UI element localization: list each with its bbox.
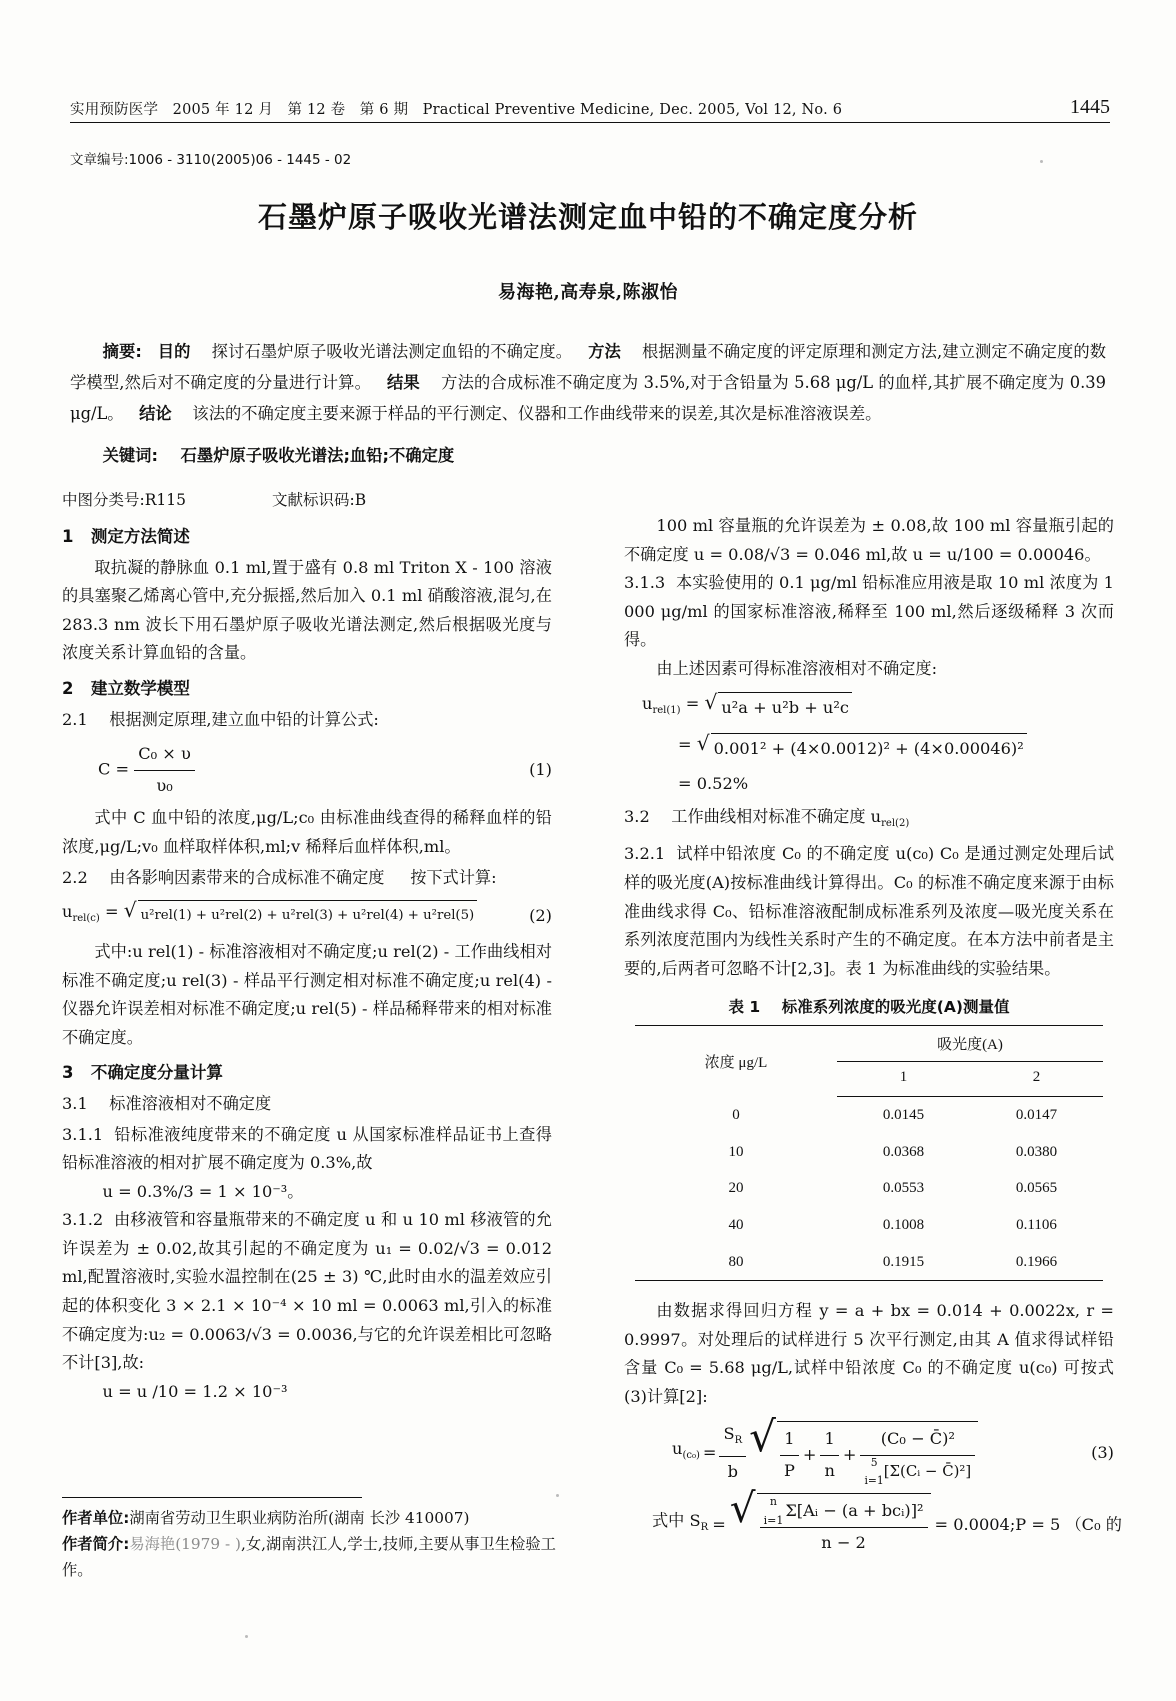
cell-concentration: 80	[635, 1244, 837, 1281]
heading-2-2-title: 由各影响因素带来的合成标准不确定度	[109, 867, 385, 887]
clc-number: 中图分类号:R115	[62, 491, 186, 509]
cell-concentration: 40	[728, 1216, 744, 1233]
classification-row	[62, 488, 582, 510]
equation-1	[62, 740, 552, 800]
table-row	[635, 1207, 1103, 1244]
table-header-absorbance: 吸光度(A)	[837, 1025, 1103, 1061]
radical-icon: √	[749, 1412, 776, 1462]
keywords	[70, 440, 1106, 471]
equation-urel1-line1: $u_{rel(1)}$ = √ u²a + u²b + u²c	[642, 690, 1114, 726]
cell-absorbance-1: 0.1915	[837, 1244, 970, 1281]
journal-name-cn: 实用预防医学	[70, 102, 159, 118]
equation-sr-sum-upper: n	[769, 1495, 777, 1509]
document-code: 文献标识码:B	[271, 491, 367, 509]
cell-absorbance-2: 0.1966	[970, 1244, 1103, 1281]
equation-sr: 式中 $S_R$ = √ n i=1 Σ[Aᵢ − (a + bcᵢ)]² n − 2 = 0.0004;P = 5 （C₀ 的	[624, 1493, 1114, 1557]
header-rule	[70, 122, 1110, 123]
heading-1-number: 1	[62, 527, 74, 546]
heading-2-number: 2	[62, 678, 74, 698]
cell-absorbance-1: 0.0368	[882, 1143, 925, 1160]
table-row	[635, 1097, 1103, 1134]
equation-sr-denominator: n − 2	[821, 1532, 866, 1552]
heading-3-2	[624, 803, 1114, 839]
equation-2-tag: (2)	[529, 905, 552, 925]
footnote-rule	[62, 1497, 362, 1498]
equation-1-lhs: C =	[98, 759, 130, 779]
right-column	[624, 512, 1122, 1561]
cell-concentration: 0	[732, 1106, 740, 1123]
abstract-objective-label: 目的	[157, 342, 191, 361]
heading-3-number: 3	[62, 1063, 74, 1083]
page-title: 石墨炉原子吸收光谱法测定血中铅的不确定度分析	[257, 200, 918, 234]
heading-3-1-number: 3.1	[62, 1093, 88, 1113]
equation-sr-fraction	[760, 1497, 928, 1557]
running-head	[70, 96, 1110, 119]
footnote-bio-label: 作者简介:	[62, 1535, 130, 1553]
heading-3-2-number: 3.2	[624, 806, 650, 826]
section-3-1-1-equation: u = 0.3%/3 = 1 × 10⁻³。	[102, 1181, 304, 1201]
section-3-1-2-number: 3.1.2	[62, 1210, 104, 1230]
equation-2-radicand: u²rel(1) + u²rel(2) + u²rel(3) + u²rel(4) + u²rel(5)	[138, 900, 478, 931]
section-3-1-1	[62, 1121, 552, 1178]
table-header-row-group	[635, 1025, 1103, 1061]
section-3-1-2-equation: u = u /10 = 1.2 × 10⁻³	[102, 1381, 288, 1401]
section-3-2-1	[624, 840, 1114, 983]
abstract-objective-text: 探讨石墨炉原子吸收光谱法测定血铅的不确定度。	[211, 342, 573, 361]
abstract-conclusion-label: 结论	[139, 404, 172, 423]
keywords-label: 关键词:	[102, 446, 158, 465]
scan-speck	[556, 1494, 559, 1497]
equation-urel1-line2: = √ 0.001² + (4×0.0012)² + (4×0.00046)²	[678, 731, 1114, 764]
absorbance-table	[635, 1025, 1103, 1281]
equation-3-body: $u_{(c_0)}$ = $\frac{S_R}{b}$ √ $\frac{1}{P}$ + $\frac{1}{n}$ + (C₀ − C̄)² 5 i=1 [Σ(Cᵢ − C̄)²]	[624, 1420, 978, 1487]
heading-2	[62, 675, 552, 704]
radical-icon: √	[123, 898, 137, 923]
section-2-1-note: 式中 C 血中铅的浓度,μg/L;c₀ 由标准曲线查得的稀释血样的铅浓度,μg/L;v₀ 血样取样体积,ml;v 稀释后血样体积,ml。	[62, 808, 552, 856]
abstract-conclusion-text: 该法的不确定度主要来源于样品的平行测定、仪器和工作曲线带来的误差,其次是标准溶液误差。	[192, 404, 882, 423]
equation-3-sum-lower: i=1	[864, 1474, 884, 1488]
table-row	[635, 1170, 1103, 1207]
equation-sr-sum-lower: i=1	[763, 1513, 784, 1527]
section-3-1-3-lead: 由上述因素可得标准溶液相对不确定度:	[656, 658, 938, 678]
equation-urel1-result-value: = 0.52%	[678, 773, 749, 793]
equation-urel1-result	[678, 770, 1114, 799]
section-1-paragraph: 取抗凝的静脉血 0.1 ml,置于盛有 0.8 ml Triton X - 100 溶液的具塞聚乙烯离心管中,充分振摇,然后加入 0.1 ml 硝酸溶液,混匀,在 283.3 nm 波长下用石墨炉原子吸收光谱法测定,然后根据吸光度与浓度关系计算血铅的含量。	[62, 557, 552, 663]
heading-2-1-number: 2.1	[62, 709, 88, 729]
equation-1-body	[62, 740, 195, 800]
heading-3-title: 不确定度分量计算	[90, 1063, 223, 1083]
table-caption	[624, 993, 1114, 1022]
equation-urel1-radicand-1: u²a + u²b + u²c	[718, 692, 852, 723]
heading-3-1-title: 标准溶液相对不确定度	[109, 1093, 272, 1113]
equation-3-sum-upper: 5	[870, 1456, 878, 1469]
heading-1-title: 测定方法简述	[90, 527, 190, 546]
cell-absorbance-2: 0.0380	[1015, 1143, 1058, 1160]
section-3-1-1-number: 3.1.1	[62, 1124, 104, 1144]
equation-3-term-3-denominator: [Σ(Cᵢ − C̄)²]	[883, 1461, 972, 1480]
equation-sr-tail: = 0.0004;P = 5 （C₀ 的	[934, 1514, 1122, 1534]
equation-3-sr-over-b: $\frac{S_R}{b}$	[719, 1420, 746, 1487]
equation-sr-lead: 式中 $S_R$	[652, 1511, 709, 1534]
after-table-paragraph: 由数据求得回归方程 y = a + bx = 0.014 + 0.0022x, r = 0.9997。对处理后的试样进行 5 次平行测定,由其 A 值求得试样铅含量 C₀ = 5.68 μg/L,试样中铅浓度 C₀ 的不确定度 u(c₀) 可按式(3)计算[2]:	[624, 1301, 1114, 1406]
volume-cn: 第 12 卷	[287, 102, 346, 118]
abstract-methods-label: 方法	[588, 342, 621, 361]
keywords-value: 石墨炉原子吸收光谱法;血铅;不确定度	[180, 446, 455, 465]
equation-2-body: $u_{rel(c)}$ = √ u²rel(1) + u²rel(2) + u²rel(3) + u²rel(4) + u²rel(5)	[62, 898, 477, 934]
equation-3-lhs: $u_{(c_0)}$	[672, 1439, 700, 1462]
section-3-2-1-number: 3.2.1	[624, 844, 666, 864]
radical-icon: √	[696, 731, 710, 756]
footnote-affiliation-text: 湖南省劳动卫生职业病防治所(湖南 长沙 410007)	[129, 1509, 470, 1527]
article-number: 文章编号:1006 - 3110(2005)06 - 1445 - 02	[70, 152, 352, 168]
equation-3-term-2: $\frac{1}{n}$	[820, 1425, 838, 1485]
footnote-affiliation	[62, 1505, 562, 1531]
cell-concentration: 10	[728, 1143, 744, 1160]
equation-2	[62, 898, 552, 934]
heading-3-2-title-sub: rel(2)	[881, 817, 910, 829]
right-paragraph-1: 100 ml 容量瓶的允许误差为 ± 0.08,故 100 ml 容量瓶引起的不确定度 u = 0.08/√3 = 0.046 ml,故 u = u/100 = 0.00046。	[624, 516, 1114, 564]
table-header-rep-2: 2	[970, 1061, 1103, 1097]
table-row	[635, 1244, 1103, 1281]
cell-absorbance-1: 0.1008	[882, 1216, 925, 1233]
cell-absorbance-1: 0.0145	[882, 1107, 925, 1124]
equation-sr-numerator: Σ[Aᵢ − (a + bcᵢ)]²	[785, 1500, 924, 1520]
heading-2-2-tail: 按下式计算:	[410, 867, 497, 887]
scan-speck	[1040, 160, 1043, 163]
equation-urel1-sqrt-2	[697, 733, 1027, 764]
scan-speck	[245, 1635, 248, 1638]
equation-urel1-lhs: $u_{rel(1)}$	[642, 693, 681, 716]
heading-2-2-number: 2.2	[62, 867, 88, 887]
heading-3	[62, 1059, 552, 1088]
page-number: 1445	[1070, 96, 1110, 118]
section-3-1-3-number: 3.1.3	[624, 573, 666, 593]
cell-concentration: 20	[728, 1180, 744, 1197]
left-column	[62, 516, 552, 1406]
footnote-affiliation-label: 作者单位:	[62, 1509, 130, 1527]
heading-3-2-title: 工作曲线相对标准不确定度 u	[671, 806, 882, 826]
equation-sr-sqrt	[729, 1483, 931, 1557]
footnote-bio	[62, 1531, 562, 1583]
equation-2-sqrt	[124, 900, 478, 931]
footnote-bio-text: ,女,湖南洪江人,学士,技师,主要从事卫生检验工作。	[62, 1535, 556, 1579]
heading-2-title: 建立数学模型	[90, 678, 190, 698]
heading-2-1-text: 根据测定原理,建立血中铅的计算公式:	[109, 709, 379, 729]
issue-cn: 第 6 期	[359, 102, 409, 118]
radical-icon: √	[729, 1483, 756, 1532]
issue-date-cn: 2005 年 12 月	[172, 102, 274, 118]
heading-1	[62, 523, 552, 552]
cell-absorbance-1: 0.0553	[882, 1180, 925, 1197]
cell-absorbance-2: 0.0565	[1015, 1180, 1058, 1197]
table-caption-label: 表 1	[728, 998, 761, 1017]
footnote	[62, 1505, 562, 1583]
heading-2-1	[62, 706, 552, 735]
table-row	[635, 1134, 1103, 1171]
equation-2-lhs: $u_{rel(c)}$	[62, 902, 100, 925]
abstract-results-text: 方法的合成标准不确定度为 3.5%,对于含铅量为 5.68 μg/L 的血样,其扩展不确定度为 0.39 μg/L。	[70, 373, 1106, 423]
equation-1-fraction	[134, 740, 195, 800]
section-2-2-note: 式中:u rel(1) - 标准溶液相对不确定度;u rel(2) - 工作曲线相对标准不确定度;u rel(3) - 样品平行测定相对标准不确定度;u rel(4) - 仪器允许误差相对标准不确定度;u rel(5) - 样品稀释带来的相对标准不确定度。	[62, 941, 552, 1047]
radical-icon: √	[704, 689, 718, 714]
abstract-methods-text: 根据测量不确定度的评定原理和测定方法,建立测定不确定度的数学模型,然后对不确定度的分量进行计算。	[70, 342, 1107, 392]
footnote-bio-name: 易海艳(1979 - )	[129, 1535, 241, 1553]
equation-3-sqrt	[749, 1412, 978, 1488]
equation-3-tag: (3)	[1091, 1442, 1114, 1462]
abstract	[70, 336, 1106, 429]
equation-urel1-sqrt-1	[704, 689, 851, 723]
cell-absorbance-2: 0.1106	[1016, 1216, 1057, 1233]
equation-1-tag: (1)	[529, 759, 552, 779]
journal-name-en: Practical Preventive Medicine, Dec. 2005, Vol 12, No. 6	[422, 102, 843, 118]
abstract-label: 摘要:	[102, 342, 142, 361]
section-3-1-2-text: 由移液管和容量瓶带来的不确定度 u 和 u 10 ml 移液管的允许误差为 ± 0.02,故其引起的不确定度为 u₁ = 0.02/√3 = 0.012 ml,配置溶液时,实验水温控制在(25 ± 3) ℃,此时由水的温差效应引起的体积变化 3 × 2.1 × 10⁻⁴ × 10 ml = 0.0063 ml,引入的标准不确定度为:u₂ = 0.0063/√3 = 0.0036,与它的允许误差相比可忽略不计[3],故:	[62, 1210, 552, 1373]
equation-3-term-1: $\frac{1}{P}$	[780, 1425, 799, 1485]
equation-3	[624, 1412, 1114, 1488]
table-header-rep-1: 1	[837, 1061, 970, 1097]
section-3-2-1-text: 试样中铅浓度 C₀ 的不确定度 u(c₀) C₀ 是通过测定处理后试样的吸光度(A)按标准曲线计算得出。C₀ 的标准不确定度来源于由标准曲线求得 C₀、铅标准溶液配制成标准系列及浓度—吸光度关系在系列浓度范围内为线性关系时产生的不确定度。在本方法中前者是主要的,后两者可忽略不计[2,3]。表 1 为标准曲线的实验结果。	[624, 844, 1114, 978]
table-header-concentration: 浓度 μg/L	[635, 1025, 837, 1096]
equation-1-denominator: υ₀	[156, 775, 173, 795]
equation-1-numerator: C₀ × υ	[134, 740, 195, 771]
cell-absorbance-2: 0.0147	[1015, 1107, 1058, 1124]
equation-urel1-radicand-2: 0.001² + (4×0.0012)² + (4×0.00046)²	[711, 733, 1027, 764]
heading-3-1	[62, 1090, 552, 1119]
equation-3-radicand: $\frac{1}{P}$ + $\frac{1}{n}$ + (C₀ − C̄)² 5 i=1 [Σ(Cᵢ − C̄)²]	[777, 1421, 978, 1485]
section-3-1-3	[624, 569, 1114, 655]
section-3-1-3-text: 本实验使用的 0.1 μg/ml 铅标准应用液是取 10 ml 浓度为 1 000 μg/ml 的国家标准溶液,稀释至 100 ml,然后逐级稀释 3 次而得。	[624, 573, 1114, 650]
table-caption-text: 标准系列浓度的吸光度(A)测量值	[781, 998, 1010, 1017]
running-head-left	[70, 98, 842, 119]
abstract-results-label: 结果	[387, 373, 420, 392]
equation-3-term-3: (C₀ − C̄)² 5 i=1 [Σ(Cᵢ − C̄)²]	[860, 1425, 975, 1485]
heading-2-2	[62, 864, 552, 893]
author-list: 易海艳,高寿泉,陈淑怡	[497, 282, 679, 303]
section-3-1-1-text: 铅标准液纯度带来的不确定度 u 从国家标准样品证书上查得铅标准溶液的相对扩展不确定度为 0.3%,故	[62, 1124, 552, 1173]
section-3-1-2	[62, 1206, 552, 1378]
